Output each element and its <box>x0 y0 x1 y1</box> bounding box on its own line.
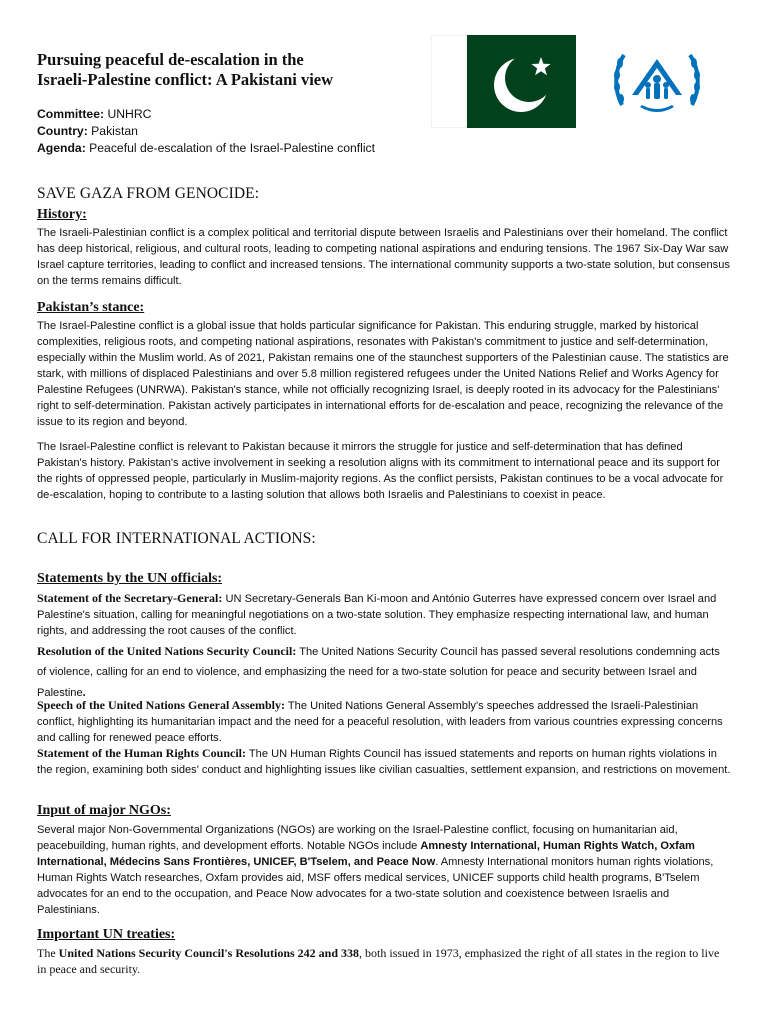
treaties-pre: The <box>37 946 59 960</box>
country-row <box>37 123 375 140</box>
treaties-paragraph <box>37 945 731 977</box>
committee-value: UNHRC <box>107 107 152 121</box>
stance-heading: Pakistan’s stance: <box>37 300 145 315</box>
ngo-text-1: Several major Non-Governmental Organizations (NGOs) are working on the Israel-Palestine conflict, focusing on humanitarian aid, peacebuilding, human rights, and development efforts. Notable NGOs include <box>37 824 678 852</box>
treaties-text: , both issued in 1973, emphasized the right of all states in the region to live in peace and security. <box>37 946 720 976</box>
ngo-heading: Input of major NGOs: <box>37 803 171 818</box>
secretary-general-paragraph <box>37 590 731 639</box>
ga-text: The United Nations General Assembly's speeches addressed the Israeli-Palestinian conflict, highlighting its humanitarian impact and the need for a peaceful resolution, with leaders from various countries expressing concerns and calling for renewed peace efforts. <box>37 700 723 744</box>
ngo-paragraph <box>37 822 731 918</box>
sc-end: . <box>82 685 86 699</box>
security-council-paragraph <box>37 641 731 703</box>
history-paragraph: The Israeli-Palestinian conflict is a complex political and territorial dispute between Israelis and Palestinians over their homeland. The conflict has deep historical, religious, and cultural roots, leading to competing national aspirations and enduring tensions. The 1967 Six-Day War saw Israel capture territories, leading to conflict and increased tensions. The international community supports a two-state solution, but consensus on the terms remains difficult. <box>37 227 730 287</box>
committee-row <box>37 106 375 123</box>
agenda-value: Peaceful de-escalation of the Israel-Palestine conflict <box>89 141 376 155</box>
general-assembly-paragraph <box>37 697 731 746</box>
ngo-text-2: . Amnesty International monitors human rights violations, Human Rights Watch researches, Oxfam provides aid, MSF offers medical services, UNICEF supports child health programs, B'Tselem advocates for an end to the occupation, and Peace Now advocates for a two-state solution and coexistence between Israelis and Palestinians. <box>37 856 714 916</box>
ga-label: Speech of the United Nations General Assembly: <box>37 698 285 712</box>
sc-text: The United Nations Security Council has passed several resolutions condemning acts of violence, calling for an end to violence, and emphasizing the need for a two-state solution for peace and security between Israel and Palestine <box>37 646 720 699</box>
country-value: Pakistan <box>91 124 138 138</box>
document-title <box>37 50 417 90</box>
sc-label: Resolution of the United Nations Security Council: <box>37 644 297 658</box>
unhcr-logo-icon <box>612 45 702 117</box>
agenda-row <box>37 140 375 157</box>
title-line-2: Israeli-Palestine conflict: A Pakistani view <box>37 70 334 89</box>
treaties-heading: Important UN treaties: <box>37 927 176 942</box>
ngo-bold-list: Amnesty International, Human Rights Watch, Oxfam International, Médecins Sans Frontières, UNICEF, B'Tselem, and Peace Now <box>37 840 695 868</box>
un-officials-heading: Statements by the UN officials: <box>37 571 223 586</box>
committee-label: Committee: <box>37 107 105 121</box>
stance-paragraph-2: The Israel-Palestine conflict is relevant to Pakistan because it mirrors the struggle for justice and self-determination that has defined Pakistan's history. Pakistan's active involvement in seeking a resolution aligns with its commitment to international peace and its support for the rights of oppressed people, particularly in Muslim-majority regions. As the conflict persists, Pakistan continues to be a vocal advocate for de-escalation, hoping to contribute to a lasting solution that allows both Israelis and Palestinians to coexist in peace. <box>37 441 724 501</box>
hrc-label: Statement of the Human Rights Council: <box>37 746 246 760</box>
sg-text: UN Secretary-Generals Ban Ki-moon and António Guterres have expressed concern over Israel and Palestine's situation, calling for meaningful negotiations on a two-state solution. They emphasize respecting international law, and human rights, and addressing the root causes of the conflict. <box>37 593 717 637</box>
pakistan-flag-icon <box>431 35 576 128</box>
hrc-text: The UN Human Rights Council has issued statements and reports on human rights violations in the region, examining both sides' conduct and highlighting issues like civilian casualties, settlement expansion, and restrictions on movement. <box>37 748 731 776</box>
treaties-bold: United Nations Security Council's Resolutions 242 and 338 <box>58 946 360 960</box>
stance-paragraph-1: The Israel-Palestine conflict is a global issue that holds particular significance for Pakistan. This enduring struggle, marked by historical complexities, religious roots, and competing national aspirations, resonates with Pakistan's commitment to justice and self-determination, especially within the Muslim world. As of 2021, Pakistan remains one of the staunchest supporters of the Palestinian cause. The statistics are stark, with millions of displaced Palestinians and over 5.8 million registered refugees under the United Nations Relief and Works Agency for Palestine Refugees (UNRWA). Pakistan's stance, while not officially recognizing Israel, is deeply rooted in its advocacy for the Palestinians' right to self-determination. Pakistan actively participates in international efforts for de-escalation and peace, recognizing the relevance of the issue to its region and beyond. <box>37 320 729 428</box>
history-heading: History: <box>37 207 87 222</box>
save-gaza-heading: SAVE GAZA FROM GENOCIDE: <box>37 185 260 202</box>
human-rights-council-paragraph <box>37 745 731 778</box>
call-heading: CALL FOR INTERNATIONAL ACTIONS: <box>37 530 316 547</box>
title-line-1: Pursuing peaceful de-escalation in the <box>37 50 304 69</box>
agenda-label: Agenda: <box>37 141 86 155</box>
sg-label: Statement of the Secretary-General: <box>37 591 223 605</box>
country-label: Country: <box>37 124 88 138</box>
document-meta <box>37 106 375 157</box>
